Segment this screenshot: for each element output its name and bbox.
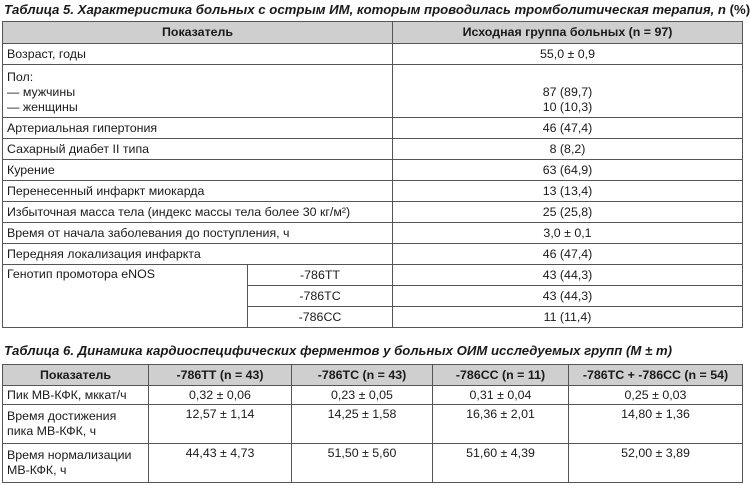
genotype-item-value: 43 (44,3) <box>393 286 743 307</box>
table5-caption-text: Таблица 5. Характеристика больных с острым ИМ, которым проводилась тромболитическая терапия, <box>4 2 715 17</box>
row-value: 12,57 ± 1,14 <box>149 405 292 444</box>
genotype-item-label: -786TC <box>248 286 393 307</box>
table5-caption <box>4 2 750 18</box>
row-value: 25 (25,8) <box>393 202 743 223</box>
row-value: 46 (47,4) <box>393 118 743 139</box>
table6-header: -786TC + -786CC (n = 54) <box>569 365 743 386</box>
row-value: 0,31 ± 0,04 <box>433 386 569 405</box>
female-label: — женщины <box>7 100 78 114</box>
genotype-label: Генотип промотора eNOS <box>3 265 248 328</box>
table-row <box>3 202 743 223</box>
table6-header: -786CC (n = 11) <box>433 365 569 386</box>
male-label: — мужчины <box>7 85 76 99</box>
table-row <box>3 65 743 118</box>
row-label-line1: Время нормализации <box>7 448 132 462</box>
table6-header-row <box>3 365 743 386</box>
row-label-line1: Время достижения <box>7 409 117 423</box>
row-value: 14,25 ± 1,58 <box>292 405 433 444</box>
table6-header: Показатель <box>3 365 149 386</box>
table-row <box>3 244 743 265</box>
row-value: 44,43 ± 4,73 <box>149 444 292 483</box>
table5 <box>2 21 743 328</box>
table-row <box>3 44 743 65</box>
table5-header-group: Исходная группа больных (n = 97) <box>393 22 743 44</box>
row-label: Передняя локализация инфаркта <box>3 244 393 265</box>
table5-header-indicator: Показатель <box>3 22 393 44</box>
row-label <box>3 405 149 444</box>
table5-header-row <box>3 22 743 44</box>
row-value: 46 (47,4) <box>393 244 743 265</box>
table-row <box>3 118 743 139</box>
table5-caption-pct: (%) <box>729 2 750 17</box>
row-value: 0,23 ± 0,05 <box>292 386 433 405</box>
row-value: 0,32 ± 0,06 <box>149 386 292 405</box>
table-row <box>3 444 743 483</box>
table-row <box>3 405 743 444</box>
table-row <box>3 265 743 286</box>
row-label: Сахарный диабет II типа <box>3 139 393 160</box>
table-row <box>3 223 743 244</box>
table-row <box>3 160 743 181</box>
row-label: Курение <box>3 160 393 181</box>
row-value: 16,36 ± 2,01 <box>433 405 569 444</box>
table-row <box>3 181 743 202</box>
row-value: 3,0 ± 0,1 <box>393 223 743 244</box>
row-value: 8 (8,2) <box>393 139 743 160</box>
row-label-line2: пика МВ-КФК, ч <box>7 424 97 438</box>
genotype-item-value: 43 (44,3) <box>393 265 743 286</box>
row-label: Пик МВ-КФК, мккат/ч <box>3 386 149 405</box>
row-value-sex <box>393 65 743 118</box>
table6-caption: Таблица 6. Динамика кардиоспецифических ферментов у больных ОИМ исследуемых групп (M ± m) <box>4 343 673 358</box>
row-value: 13 (13,4) <box>393 181 743 202</box>
table5-caption-n: n <box>717 2 726 17</box>
row-value: 51,60 ± 4,39 <box>433 444 569 483</box>
row-value: 51,50 ± 5,60 <box>292 444 433 483</box>
row-value: 52,00 ± 3,89 <box>569 444 743 483</box>
female-value: 10 (10,3) <box>542 100 593 114</box>
genotype-item-label: -786TT <box>248 265 393 286</box>
row-label-sex <box>3 65 393 118</box>
row-label: Артериальная гипертония <box>3 118 393 139</box>
row-value: 63 (64,9) <box>393 160 743 181</box>
genotype-item-label: -786CC <box>248 307 393 328</box>
genotype-item-value: 11 (11,4) <box>393 307 743 328</box>
row-label: Время от начала заболевания до поступления, ч <box>3 223 393 244</box>
row-value: 14,80 ± 1,36 <box>569 405 743 444</box>
sex-label: Пол: <box>7 70 34 84</box>
row-label: Избыточная масса тела (индекс массы тела более 30 кг/м²) <box>3 202 393 223</box>
row-label <box>3 444 149 483</box>
row-label: Возраст, годы <box>3 44 393 65</box>
table-row <box>3 386 743 405</box>
row-label-line2: МВ-КФК, ч <box>7 463 67 477</box>
table6-header: -786TT (n = 43) <box>149 365 292 386</box>
row-value: 55,0 ± 0,9 <box>393 44 743 65</box>
male-value: 87 (89,7) <box>542 85 593 99</box>
row-value: 0,25 ± 0,03 <box>569 386 743 405</box>
row-label: Перенесенный инфаркт миокарда <box>3 181 393 202</box>
table6 <box>2 364 743 483</box>
table-row <box>3 139 743 160</box>
table6-header: -786TC (n = 43) <box>292 365 433 386</box>
